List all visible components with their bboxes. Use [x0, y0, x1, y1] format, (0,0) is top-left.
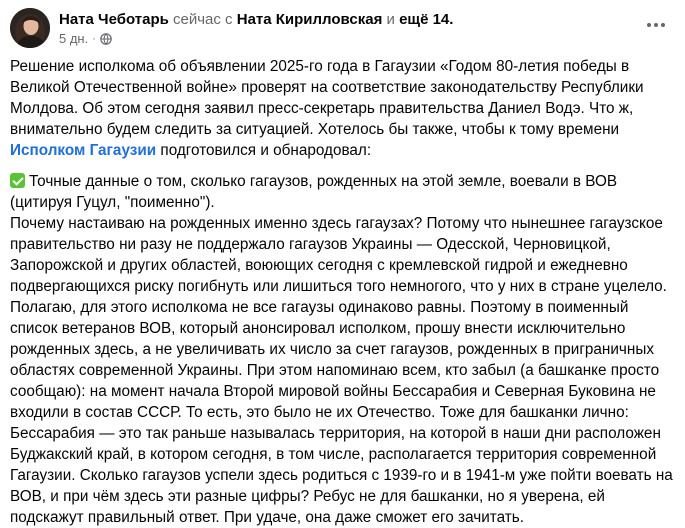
- post-paragraph-1: [10, 56, 675, 161]
- more-options-button[interactable]: [641, 10, 671, 40]
- paragraph-1-tail: подготовился и обнародовал:: [160, 142, 372, 159]
- paragraph-2-text: Точные данные о том, сколько гагаузов, рожденных на этой земле, воевали в ВОВ (цитируя Гуцул, "поименно"). Почему настаиваю на рожденных именно здесь гагаузах? Потому что нынешнее гагаузское правительство ни разу не поддержало гагаузов Украины — Одесской, Черновицкой, Запорожской и других областей, воюющих сегодня с кремлевской гидрой и ежедневно подвергающихся риску погибнуть или лишиться того немногого, что у них в стране уцелело. Полагаю, для этого исполкома не все гагаузы одинаково равны. Поэтому в поименный список ветеранов ВОВ, который анонсировал исполком, прошу внести исключительно рожденных здесь, а не увеличивать их число за счет гагаузов, рожденных в приграничных областях современной Украины. При этом напоминаю всем, кто забыл (а башканке просто сообщаю): на момент начала Второй мировой войны Бессарабия и Северная Буковина не входили в состав СССР. То есть, это было не их Отечество. Тоже для башканки лично: Бессарабия — это так раньше называлась территория, на которой в наши дни расположен Буджакский край, в котором сегодня, в том числе, располагается территория современной Гагаузии. Сколько гагаузов успели здесь родиться с 1939-го и в 1941-м уже пойти воевать на ВОВ, и при чём здесь эти разные цифры? Ребус не для башканки, но я уверена, ей подскажут правильный ответ. При удаче, она даже сможет его зачитать.: [10, 173, 673, 526]
- check-mark-emoji-icon: [10, 173, 25, 188]
- tagged-person[interactable]: Ната Кирилловская: [236, 11, 383, 28]
- mention-link[interactable]: Исполком Гагаузии: [10, 142, 157, 159]
- meta-separator: ·: [92, 33, 96, 45]
- author-avatar[interactable]: [10, 8, 50, 48]
- more-options-icon: [647, 23, 665, 27]
- author-line: [59, 10, 453, 29]
- post-meta: [59, 31, 112, 47]
- tagged-others-link[interactable]: ещё 14: [399, 11, 450, 28]
- post-paragraph-2: [10, 171, 675, 528]
- globe-icon[interactable]: [100, 33, 112, 45]
- author-name[interactable]: Ната Чеботарь: [59, 11, 169, 28]
- post-timestamp[interactable]: 5 дн.: [59, 31, 89, 46]
- avatar-image: [10, 8, 50, 48]
- paragraph-1-text: Решение исполкома об объявлении 2025-го года в Гагаузии «Годом 80-летия победы в Великой Отечественной войне» проверят на соответствие законодательству Республики Молдова. Об этом сегодня заявил пресс-секретарь правительства Даниел Водэ. Что ж, внимательно будем следить за ситуацией. Хотелось бы также, чтобы к тому времени: [10, 58, 644, 138]
- post-header: [10, 8, 675, 52]
- and-word: и: [386, 11, 395, 28]
- time-word: сейчас с: [173, 11, 233, 28]
- trailing-period: .: [449, 11, 454, 28]
- post-body: [10, 56, 675, 528]
